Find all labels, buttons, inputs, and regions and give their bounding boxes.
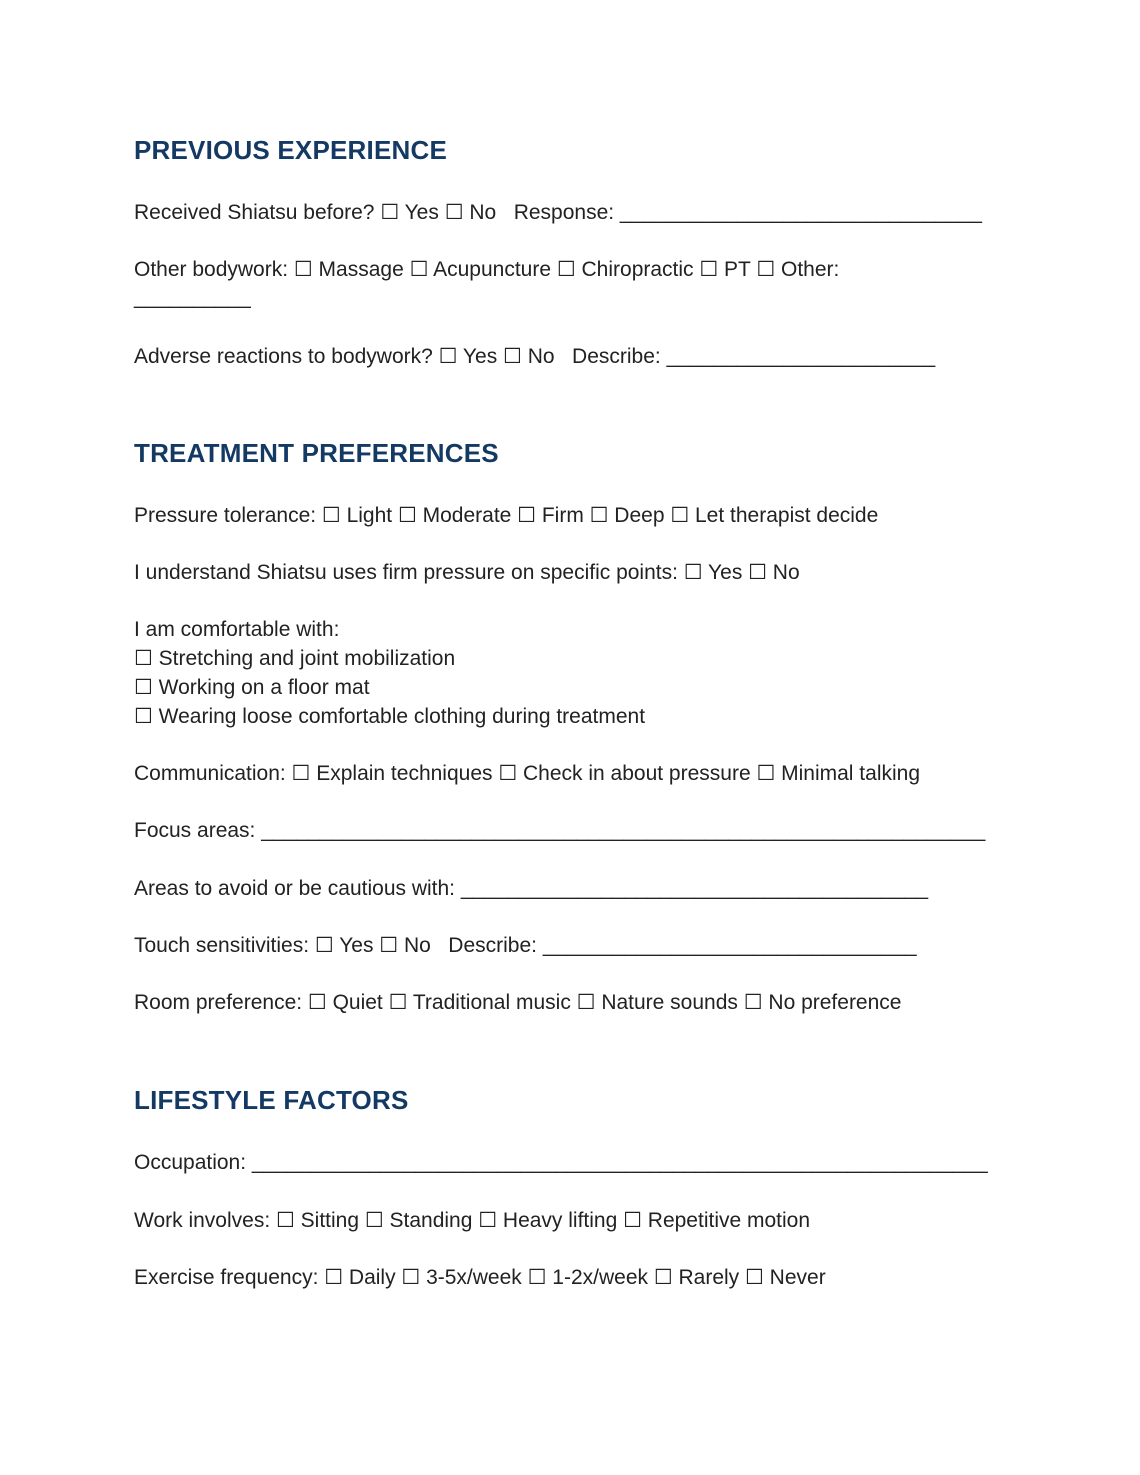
focus-areas-field: Focus areas: ______________________________________________________________ xyxy=(134,819,986,842)
comfortable-item-stretching: ☐ Stretching and joint mobilization xyxy=(134,647,456,670)
work-involves-question: Work involves: ☐ Sitting ☐ Standing ☐ Heavy lifting ☐ Repetitive motion xyxy=(134,1209,811,1232)
occupation-field: Occupation: _______________________________________________________________ xyxy=(134,1151,988,1174)
room-preference-question: Room preference: ☐ Quiet ☐ Traditional music ☐ Nature sounds ☐ No preference xyxy=(134,991,902,1014)
other-bodywork-blank: __________ xyxy=(134,286,251,309)
received-shiatsu-question: Received Shiatsu before? ☐ Yes ☐ No Response: _______________________________ xyxy=(134,201,982,224)
section-heading-previous-experience: PREVIOUS EXPERIENCE xyxy=(134,135,447,165)
exercise-frequency-question: Exercise frequency: ☐ Daily ☐ 3-5x/week ☐ 1-2x/week ☐ Rarely ☐ Never xyxy=(134,1266,826,1289)
understand-firm-pressure-question: I understand Shiatsu uses firm pressure on specific points: ☐ Yes ☐ No xyxy=(134,561,800,584)
comfortable-item-floor-mat: ☐ Working on a floor mat xyxy=(134,676,370,699)
section-heading-lifestyle-factors: LIFESTYLE FACTORS xyxy=(134,1085,409,1115)
comfortable-item-loose-clothing: ☐ Wearing loose comfortable clothing during treatment xyxy=(134,705,646,728)
other-bodywork-question: Other bodywork: ☐ Massage ☐ Acupuncture ☐ Chiropractic ☐ PT ☐ Other: xyxy=(134,258,840,281)
touch-sensitivities-question: Touch sensitivities: ☐ Yes ☐ No Describe: ________________________________ xyxy=(134,934,917,957)
pressure-tolerance-question: Pressure tolerance: ☐ Light ☐ Moderate ☐ Firm ☐ Deep ☐ Let therapist decide xyxy=(134,504,879,527)
comfortable-with-label: I am comfortable with: xyxy=(134,618,340,641)
adverse-reactions-question: Adverse reactions to bodywork? ☐ Yes ☐ No Describe: _______________________ xyxy=(134,345,936,368)
areas-to-avoid-field: Areas to avoid or be cautious with: ________________________________________ xyxy=(134,877,929,900)
communication-question: Communication: ☐ Explain techniques ☐ Check in about pressure ☐ Minimal talking xyxy=(134,762,921,785)
section-heading-treatment-preferences: TREATMENT PREFERENCES xyxy=(134,438,499,468)
